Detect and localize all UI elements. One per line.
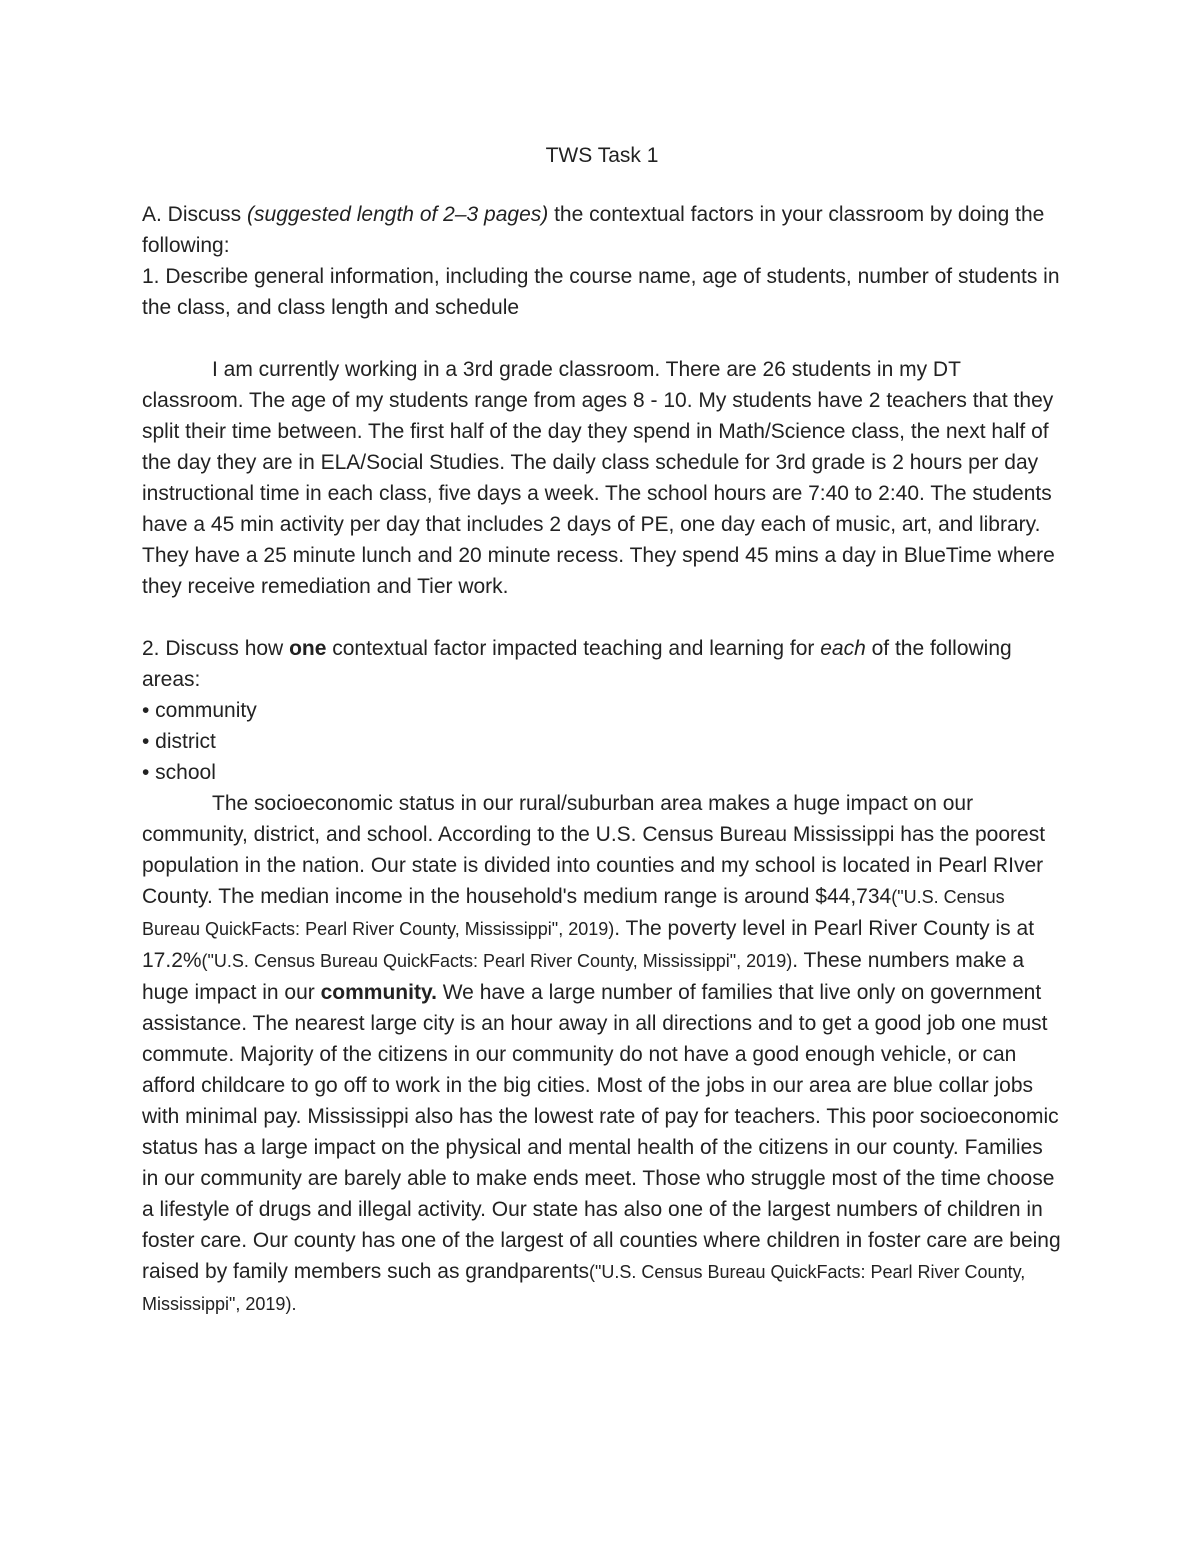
question-2-part3: of the following areas: bbox=[142, 637, 1012, 691]
list-item-community: • community bbox=[142, 699, 257, 722]
section-a-length-note: (suggested length of 2–3 pages) bbox=[247, 203, 549, 226]
emphasis-community: community. bbox=[320, 981, 437, 1004]
answer-2-text-3: . These numbers make a huge impact in our bbox=[142, 949, 1025, 1004]
list-item-district: • district bbox=[142, 730, 216, 753]
question-2-emphasis-each: each bbox=[820, 637, 866, 660]
spacer bbox=[142, 602, 1062, 633]
list-item-school: • school bbox=[142, 761, 216, 784]
question-2 bbox=[142, 633, 1062, 695]
question-2-emphasis-one: one bbox=[289, 637, 327, 660]
document-body bbox=[142, 140, 1062, 1320]
citation-1: ("U.S. Census Bureau QuickFacts: Pearl River County, Mississippi", 2019) bbox=[142, 887, 1005, 939]
document-title: TWS Task 1 bbox=[545, 144, 659, 167]
areas-list bbox=[142, 695, 1062, 788]
section-a-instructions bbox=[142, 199, 1062, 261]
section-a-prefix: A. Discuss bbox=[142, 203, 248, 226]
section-a-suffix: the contextual factors in your classroom by doing the following: bbox=[142, 203, 1045, 257]
question-2-part1: 2. Discuss how bbox=[142, 637, 290, 660]
spacer bbox=[142, 323, 1062, 354]
answer-2-paragraph bbox=[142, 788, 1062, 1320]
answer-2-text-2: . The poverty level in Pearl River County is at 17.2% bbox=[142, 917, 1035, 972]
answer-1-paragraph: I am currently working in a 3rd grade classroom. There are 26 students in my DT classroom. The age of my students range from ages 8 - 10. My students have 2 teachers that they split their time between. The first half of the day they spend in Math/Science class, the next half of the day they are in ELA/Social Studies. The daily class schedule for 3rd grade is 2 hours per day instructional time in each class, five days a week. The school hours are 7:40 to 2:40. The students have a 45 min activity per day that includes 2 days of PE, one day each of music, art, and library. They have a 25 minute lunch and 20 minute recess. They spend 45 mins a day in BlueTime where they receive remediation and Tier work. bbox=[142, 358, 1055, 598]
answer-2-text-1: The socioeconomic status in our rural/suburban area makes a huge impact on our community, district, and school. According to the U.S. Census Bureau Mississippi has the poorest population in the nation. Our state is divided into counties and my school is located in Pearl RIver County. The median income in the household's medium range is around $44,734 bbox=[142, 792, 1046, 908]
citation-3: ("U.S. Census Bureau QuickFacts: Pearl River County, Mississippi", 2019). bbox=[142, 1262, 1026, 1314]
question-2-part2: contextual factor impacted teaching and learning for bbox=[326, 637, 821, 660]
answer-2-text-4: We have a large number of families that live only on government assistance. The nearest large city is an hour away in all directions and to get a good job one must commute. Majority of the citizens in our community do not have a good enough vehicle, or can afford childcare to go off to work in the big cities. Most of the jobs in our area are blue collar jobs with minimal pay. Mississippi also has the lowest rate of pay for teachers. This poor socioeconomic status has a large impact on the physical and mental health of the citizens in our county. Families in our community are barely able to make ends meet. Those who struggle most of the time choose a lifestyle of drugs and illegal activity. Our state has also one of the largest numbers of children in foster care. Our county has one of the largest of all counties where children in foster care are being raised by family members such as grandparents bbox=[142, 981, 1061, 1283]
question-1: 1. Describe general information, including the course name, age of students, number of students in the class, and class length and schedule bbox=[142, 265, 1060, 319]
citation-2: ("U.S. Census Bureau QuickFacts: Pearl River County, Mississippi", 2019) bbox=[201, 951, 793, 971]
